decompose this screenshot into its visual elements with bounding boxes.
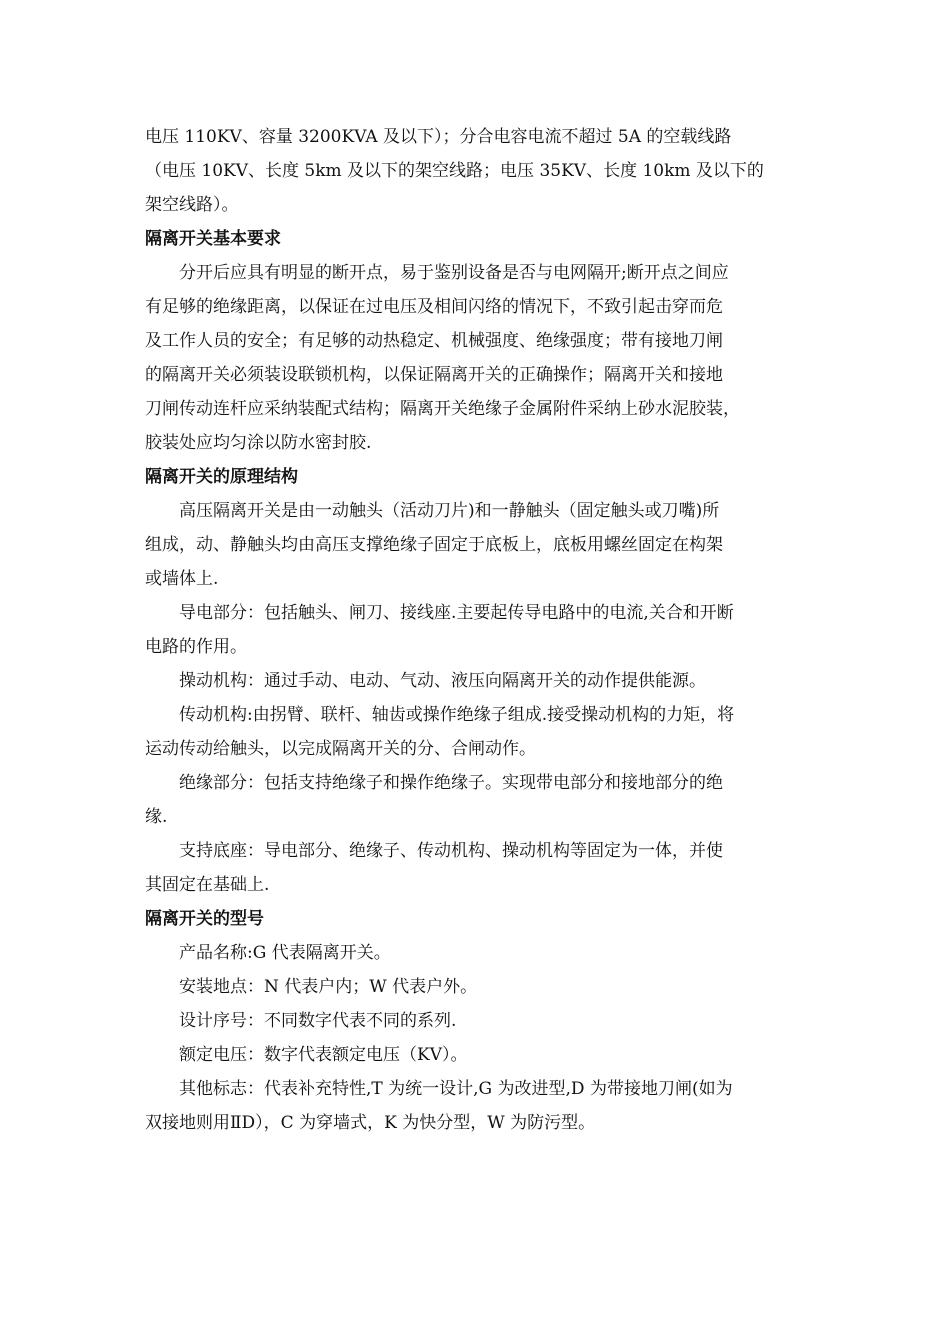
- section-heading-model: 隔离开关的型号: [145, 909, 264, 929]
- intro-line: 电压 110KV、容量 3200KVA 及以下）；分合电容电流不超过 5A 的空载线路: [145, 127, 732, 147]
- document-page: [145, 120, 817, 1140]
- paragraph-line: 刀闸传动连杆应采纳装配式结构；隔离开关绝缘子金属附件采纳上砂水泥胶装，: [145, 399, 740, 419]
- paragraph-line: 高压隔离开关是由一动触头（活动刀片)和一静触头（固定触头或刀嘴)所: [179, 501, 720, 521]
- paragraph-line: 或墙体上.: [145, 569, 219, 589]
- product-name-paragraph: [145, 936, 817, 970]
- paragraph-line: 组成，动、静触头均由高压支撑绝缘子固定于底板上，底板用螺丝固定在构架: [145, 535, 723, 555]
- paragraph-line: 运动传动给触头，以完成隔离开关的分、合闸动作。: [145, 739, 536, 759]
- paragraph-line: 设计序号：不同数字代表不同的系列.: [179, 1011, 457, 1031]
- conductive-part-paragraph: [145, 596, 817, 664]
- install-location-paragraph: [145, 970, 817, 1004]
- paragraph-line: 胶装处应均匀涂以防水密封胶.: [145, 433, 372, 453]
- paragraph-line: 有足够的绝缘距离，以保证在过电压及相间闪络的情况下，不致引起击穿而危: [145, 297, 723, 317]
- intro-line: （电压 10KV、长度 5km 及以下的架空线路；电压 35KV、长度 10km 及以下的: [145, 161, 764, 181]
- section-heading-basic-requirements: 隔离开关基本要求: [145, 229, 281, 249]
- paragraph-line: 传动机构:由拐臂、联杆、轴齿或操作绝缘子组成.接受操动机构的力矩，将: [179, 705, 735, 725]
- paragraph-line: 的隔离开关必须装设联锁机构，以保证隔离开关的正确操作；隔离开关和接地: [145, 365, 723, 385]
- paragraph-line: 其他标志：代表补充特性,T 为统一设计,G 为改进型,D 为带接地刀闸(如为: [179, 1079, 733, 1099]
- operating-mechanism-paragraph: [145, 664, 817, 698]
- other-marks-paragraph: [145, 1072, 817, 1140]
- insulation-part-paragraph: [145, 766, 817, 834]
- paragraph-line: 产品名称:G 代表隔离开关。: [179, 943, 391, 963]
- support-base-paragraph: [145, 834, 817, 902]
- paragraph-line: 安装地点：N 代表户内；W 代表户外。: [179, 977, 478, 997]
- intro-paragraph: [145, 120, 817, 222]
- paragraph-line: 分开后应具有明显的断开点，易于鉴别设备是否与电网隔开;断开点之间应: [179, 263, 729, 283]
- structure-paragraph: [145, 494, 817, 596]
- paragraph-line: 电路的作用。: [145, 637, 247, 657]
- design-number-paragraph: [145, 1004, 817, 1038]
- section-heading-principle-structure: 隔离开关的原理结构: [145, 467, 298, 487]
- basic-requirements-paragraph: [145, 256, 817, 460]
- paragraph-line: 及工作人员的安全；有足够的动热稳定、机械强度、绝缘强度；带有接地刀闸: [145, 331, 723, 351]
- rated-voltage-paragraph: [145, 1038, 817, 1072]
- paragraph-line: 导电部分：包括触头、闸刀、接线座.主要起传导电路中的电流,关合和开断: [179, 603, 734, 623]
- paragraph-line: 操动机构：通过手动、电动、气动、液压向隔离开关的动作提供能源。: [179, 671, 706, 691]
- paragraph-line: 其固定在基础上.: [145, 875, 270, 895]
- paragraph-line: 绝缘部分：包括支持绝缘子和操作绝缘子。实现带电部分和接地部分的绝: [179, 773, 723, 793]
- paragraph-line: 缘.: [145, 807, 168, 827]
- transmission-mechanism-paragraph: [145, 698, 817, 766]
- paragraph-line: 支持底座：导电部分、绝缘子、传动机构、操动机构等固定为一体，并使: [179, 841, 723, 861]
- paragraph-line: 双接地则用ⅡD），C 为穿墙式，K 为快分型，W 为防污型。: [145, 1113, 596, 1133]
- paragraph-line: 额定电压：数字代表额定电压（KV）。: [179, 1045, 468, 1065]
- intro-line: 架空线路）。: [145, 195, 239, 215]
